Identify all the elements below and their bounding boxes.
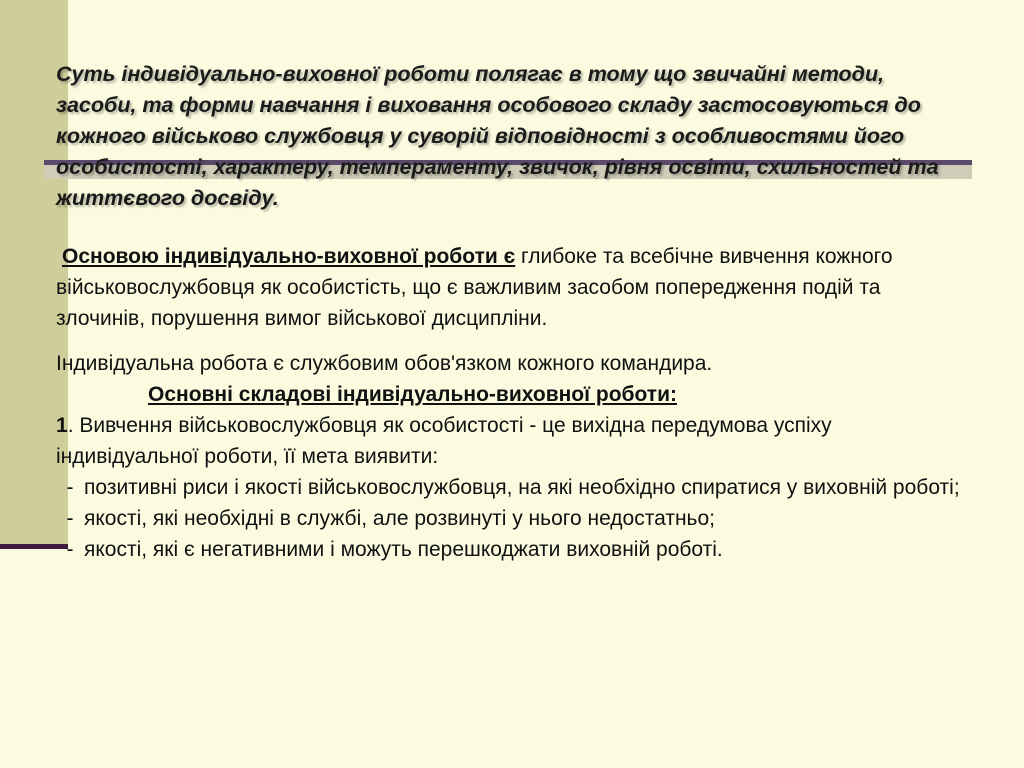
components-heading-text: Основні складові індивідуально-виховної роботи: — [148, 383, 677, 406]
list-item-text: якості, які є негативними і можуть перешкоджати виховній роботі. — [84, 538, 723, 561]
components-heading — [56, 379, 966, 410]
point-1-text: . Вивчення військовослужбовця як особистості - це вихідна передумова успіху індивідуальної роботи, її мета виявити: — [56, 414, 832, 468]
list-item-text: якості, які необхідні в службі, але розвинуті у нього недостатньо; — [84, 507, 715, 530]
basis-text: глибоке та всебічне вивчення кожного військовослужбовця як особистість, що є важливим засобом попередження подій та злочинів, порушення вимог військової дисципліни. — [56, 245, 893, 330]
list-item — [56, 472, 966, 503]
basis-paragraph — [56, 241, 966, 334]
duty-paragraph: Індивідуальна робота є службовим обов'язком кожного командира. — [56, 352, 713, 375]
dash-marker: - — [66, 538, 74, 561]
dash-marker: - — [66, 507, 74, 530]
intro-paragraph: Суть індивідуально-виховної роботи полягає в тому що звичайні методи, засоби, та форми навчання і виховання особового складу застосовуються до кожного військово службовця у суворій відповідності з особливостями його особистості, характеру, темпераменту, звичок, рівня освіти, схильностей та життєвого досвіду. — [56, 62, 939, 210]
slide-content — [56, 59, 966, 565]
list-item — [56, 534, 966, 565]
point-1-paragraph — [56, 410, 966, 472]
list-item-text: позитивні риси і якості військовослужбовця, на які необхідно спиратися у виховній роботі; — [84, 476, 960, 499]
list-item — [56, 503, 966, 534]
dash-marker: - — [66, 476, 74, 499]
basis-term: Основою індивідуально-виховної роботи є — [62, 245, 516, 268]
point-1-number: 1 — [56, 414, 68, 437]
